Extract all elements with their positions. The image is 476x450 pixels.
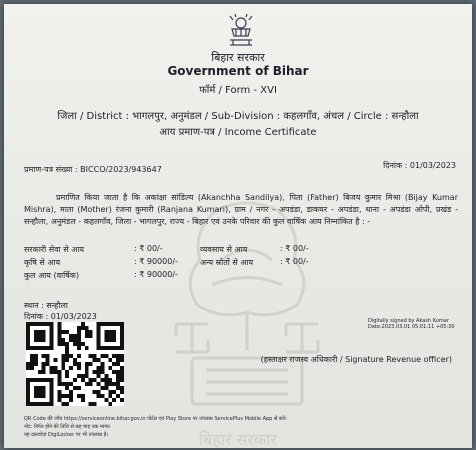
- govt-service-income-value: : ₹ 00/-: [134, 244, 163, 253]
- location-line: जिला / District : भागलपुर, अनुमंडल / Sub-Division : कहलगाँव, अंचल / Circle : सन्हौला: [57, 111, 419, 122]
- certificate-number-value: BICCO/2023/943647: [80, 165, 162, 174]
- digital-signature-line1: Digitally signed by Akash Kumar: [368, 318, 449, 324]
- date-value: 01/03/2023: [409, 161, 456, 170]
- certificate-number: [24, 164, 162, 175]
- certificate-date: [383, 160, 456, 171]
- state-name-hindi: बिहार सरकार: [211, 51, 265, 64]
- agriculture-income-label: कृषि से आय: [24, 258, 61, 267]
- government-title: Government of Bihar: [167, 64, 309, 78]
- total-income-label: कुल आय (वार्षिक): [24, 271, 80, 280]
- footer-digilocker-note: यह दस्तावेज़ DigiLocker पर भी उपलब्ध है।: [24, 432, 109, 438]
- other-income-value: : ₹ 00/-: [280, 257, 309, 266]
- certificate-body-text: प्रमाणित किया जाता है कि अकांक्षा सांडिल्य (Akanchha Sandilya), पिता (Father) बिजय कुमार मिश्रा (Bijay Kumar Mishra), माता (Mother) रंजना कुमारी (Ranjana Kumari), ग्राम / नगर - अपडंडा, डाकघर - अपडंडा, थाना - अपडंडा ओपी, प्रखंड - सन्हौला, अनुमंडल - कहलगाँव, जिला - भागलपुर, राज्य - बिहार एवं उनके परिवार की कुल वार्षिक आय निम्नांकित है : -: [24, 193, 458, 226]
- income-certificate-document: [4, 4, 472, 448]
- watermark-text: बिहार सरकार: [199, 430, 277, 448]
- other-income-label: अन्य स्रोतों से आय: [200, 258, 254, 267]
- place-date-line: दिनांक : 01/03/2023: [24, 312, 97, 321]
- footer-validity-note: नोट: निर्गत होने की तिथि से छह माह तक मान्य।: [24, 424, 111, 430]
- business-income-value: : ₹ 00/-: [280, 244, 309, 253]
- digital-signature: [368, 318, 455, 330]
- signature-title: (हस्ताक्षर राजस्व अधिकारी / Signature Revenue officer): [260, 355, 452, 364]
- total-income-value: : ₹ 90000/-: [134, 270, 178, 279]
- watermark-emblem: [162, 200, 332, 444]
- digital-signature-line2: Date:2023.03.01 05:01:11 +05:30: [368, 324, 455, 330]
- certificate-number-label: प्रमाण-पत्र संख्या :: [24, 165, 78, 174]
- place-line: स्थान : सन्हौला: [24, 301, 68, 310]
- date-label: दिनांक :: [383, 161, 408, 170]
- govt-service-income-label: सरकारी सेवा से आय: [24, 245, 85, 254]
- form-number: फॉर्म / Form - XVI: [199, 85, 277, 96]
- certificate-title: आय प्रमाण-पत्र / Income Certificate: [159, 127, 317, 138]
- footer-qr-note: QR Code की जाँच https://serviceonline.bihar.gov.in पोर्टल एवं Play Store पर उपलब्ध ServicePlus Mobile App से करें।: [24, 416, 287, 422]
- qr-code: [26, 322, 124, 406]
- agriculture-income-value: : ₹ 90000/-: [134, 257, 178, 266]
- business-income-label: व्यवसाय से आय: [200, 245, 248, 254]
- bihar-emblem-icon: [226, 14, 256, 48]
